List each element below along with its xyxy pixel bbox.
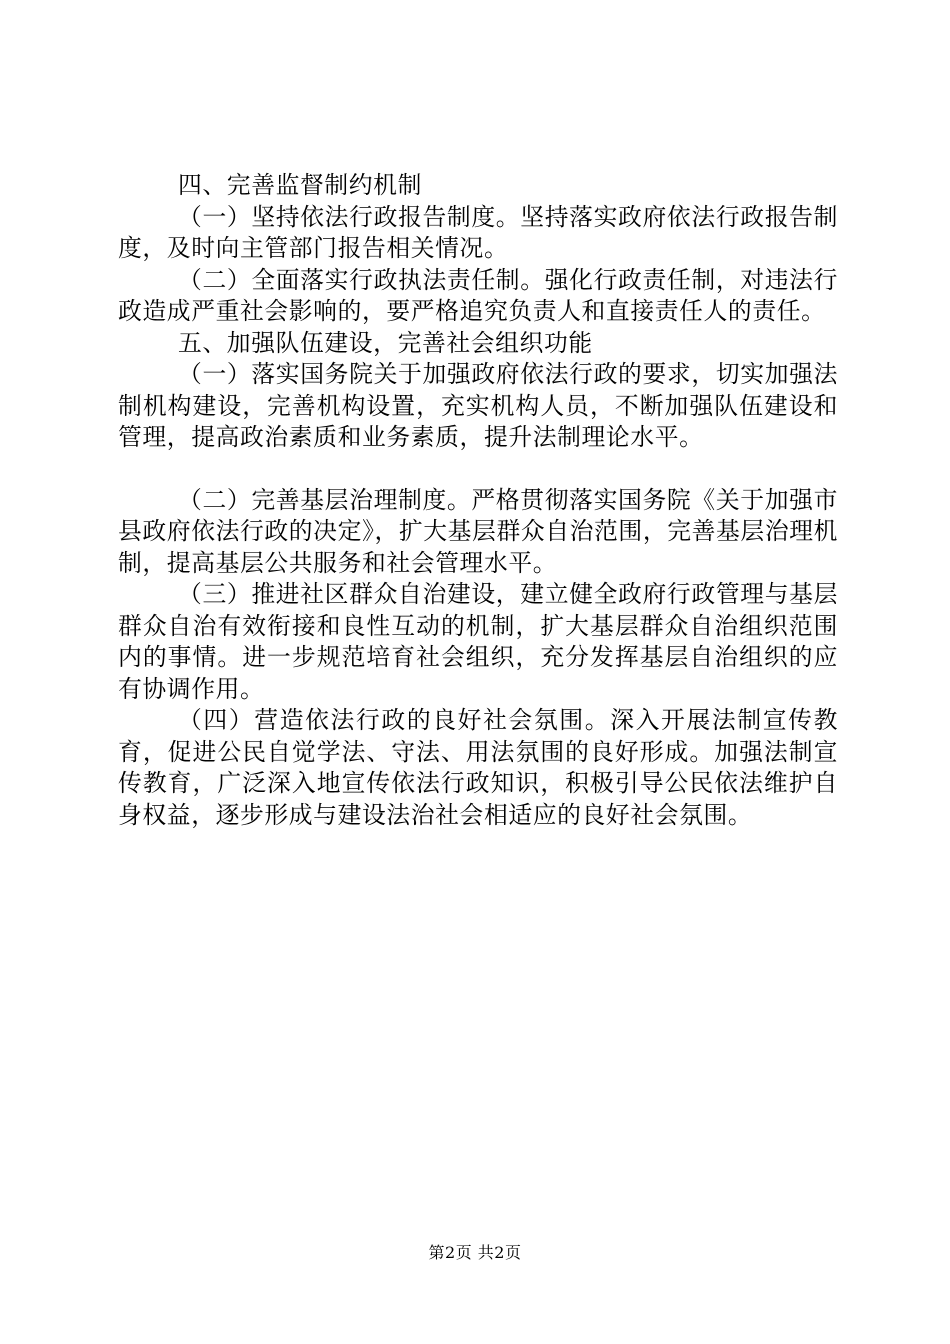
- section-heading-5: 五、加强队伍建设，完善社会组织功能: [178, 328, 593, 357]
- document-body: [118, 170, 838, 831]
- paragraph-5-1: （一）落实国务院关于加强政府依法行政的要求，切实加强法制机构建设，完善机构设置，充实机构人员，不断加强队伍建设和管理，提高政治素质和业务素质，提升法制理论水平。: [118, 360, 838, 451]
- paragraph-5-4: （四）营造依法行政的良好社会氛围。深入开展法制宣传教育，促进公民自觉学法、守法、用法氛围的良好形成。加强法制宣传教育，广泛深入地宣传依法行政知识，积极引导公民依法维护自身权益，逐步形成与建设法治社会相适应的良好社会氛围。: [118, 706, 838, 829]
- page-footer: 第2页 共2页: [428, 1243, 522, 1262]
- paragraph-4-2: （二）全面落实行政执法责任制。强化行政责任制，对违法行政造成严重社会影响的，要严格追究负责人和直接责任人的责任。: [118, 265, 838, 325]
- section-heading-4: 四、完善监督制约机制: [178, 171, 422, 199]
- paragraph-5-2: （二）完善基层治理制度。严格贯彻落实国务院《关于加强市县政府依法行政的决定》，扩大基层群众自治范围，完善基层治理机制，提高基层公共服务和社会管理水平。: [118, 485, 839, 577]
- paragraph-5-3: （三）推进社区群众自治建设，建立健全政府行政管理与基层群众自治有效衔接和良性互动的机制，扩大基层群众自治组织范围内的事情。进一步规范培育社会组织，充分发挥基层自治组织的应有协调作用。: [118, 580, 838, 703]
- paragraph-4-1: （一）坚持依法行政报告制度。坚持落实政府依法行政报告制度，及时向主管部门报告相关情况。: [118, 202, 838, 262]
